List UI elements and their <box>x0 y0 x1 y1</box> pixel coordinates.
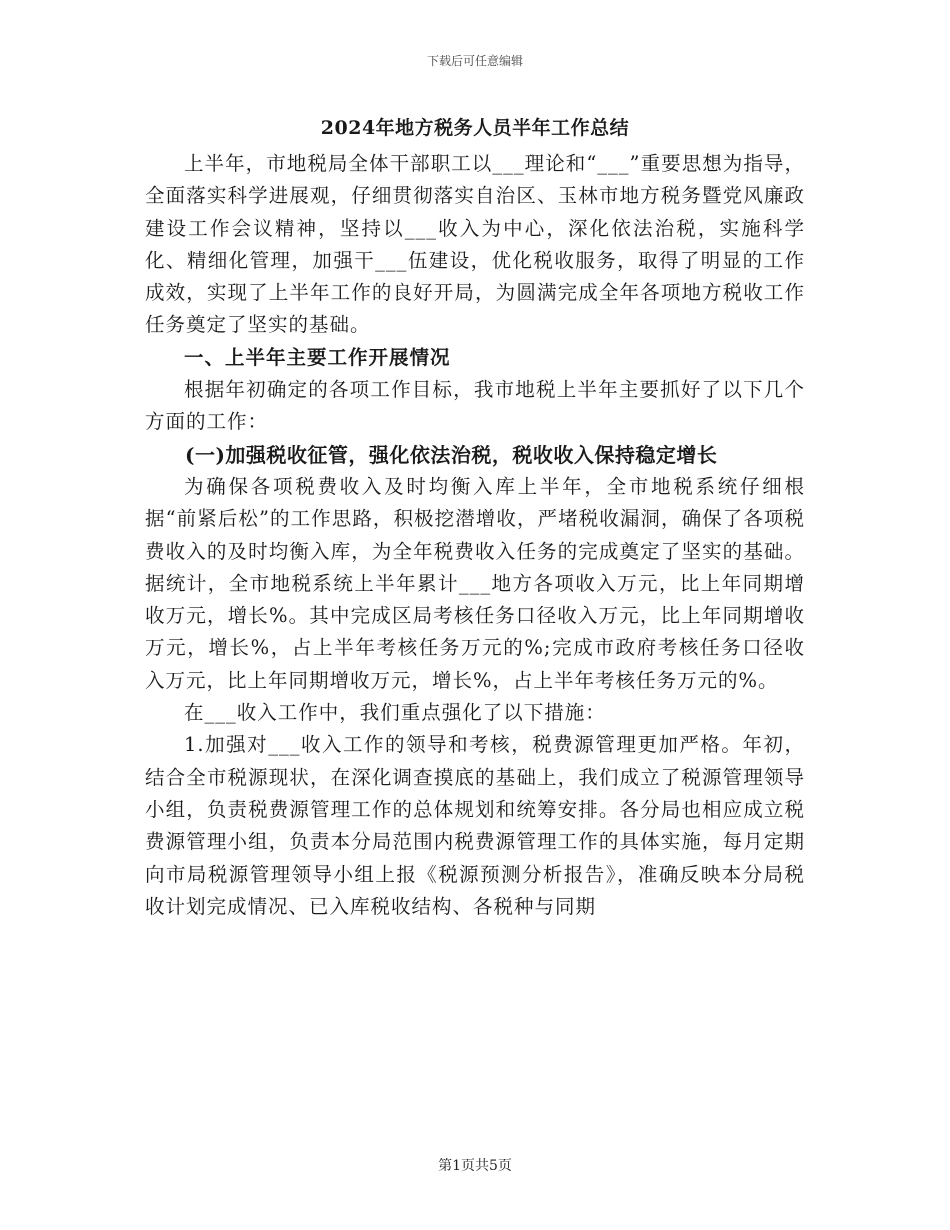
document-title: 2024年地方税务人员半年工作总结 <box>320 117 630 139</box>
revenue-paragraph: 为确保各项税费收入及时均衡入库上半年，全市地税系统仔细根据“前紧后松”的工作思路，积极挖潜增收，严堵税收漏洞，确保了各项税费收入的及时均衡入库，为全年税费收入任务的完成奠定了坚实的基础。据统计，全市地税系统上半年累计___地方各项收入万元，比上年同期增收万元，增长%。其中完成区局考核任务口径收入万元，比上年同期增收万元，增长%，占上半年考核任务万元的%;完成市政府考核任务口径收入万元，比上年同期增收万元，增长%，占上半年考核任务万元的%。 <box>145 474 805 692</box>
page-header-note: 下载后可任意编辑 <box>426 54 523 68</box>
document-body <box>145 112 805 923</box>
subsection-heading-1: (一)加强税收征管，强化依法治税，税收收入保持稳定增长 <box>185 442 718 467</box>
intro-paragraph: 上半年，市地税局全体干部职工以___理论和“___”重要思想为指导，全面落实科学进展观，仔细贯彻落实自治区、玉林市地方税务暨党风廉政建设工作会议精神，坚持以___收入为中心，深化依法治税，实施科学化、精细化管理，加强干___伍建设，优化税收服务，取得了明显的工作成效，实现了上半年工作的良好开局，为圆满完成全年各项地方税收工作任务奠定了坚实的基础。 <box>145 152 805 337</box>
measure-1-paragraph: 1.加强对___收入工作的领导和考核，税费源管理更加严格。年初，结合全市税源现状，在深化调查摸底的基础上，我们成立了税源管理领导小组，负责税费源管理工作的总体规划和统筹安排。各分局也相应成立税费源管理小组，负责本分局范围内税费源管理工作的具体实施，每月定期向市局税源管理领导小组上报《税源预测分析报告》，准确反映本分局税收计划完成情况、已入库税收结构、各税种与同期 <box>145 733 805 918</box>
page-number: 第1页共5页 <box>438 1158 512 1174</box>
section-intro-paragraph: 根据年初确定的各项工作目标，我市地税上半年主要抓好了以下几个方面的工作： <box>145 378 805 434</box>
section-heading-1: 一、上半年主要工作开展情况 <box>184 345 451 369</box>
measures-intro-paragraph: 在___收入工作中，我们重点强化了以下措施： <box>184 701 606 725</box>
